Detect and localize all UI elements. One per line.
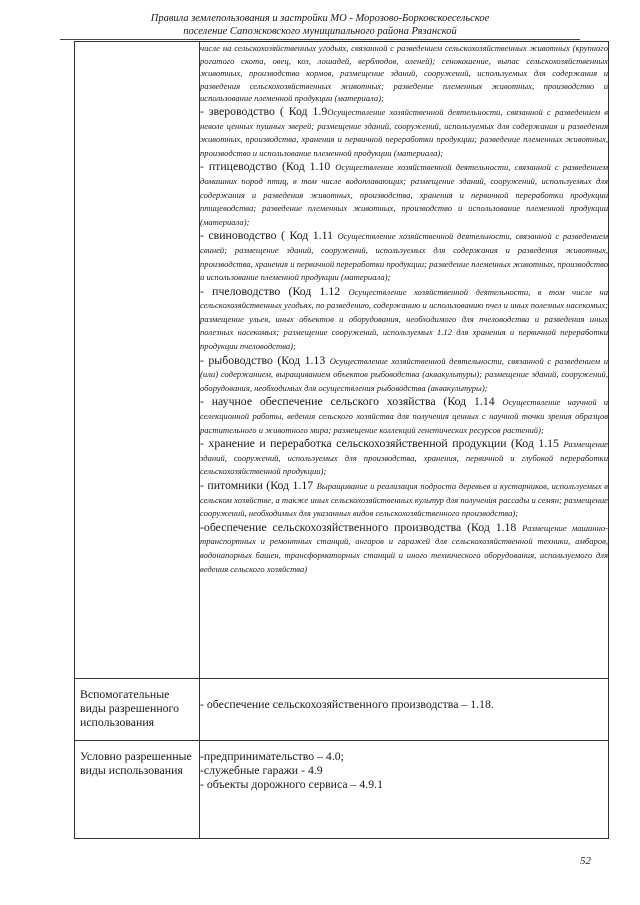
table-row-main-uses (75, 42, 609, 679)
list-item-pchelovodstvo: - пчеловодство (Код 1.12 Осуществление хозяйственной деятельности, в том числе на сельскохозяйственных угодьях, по разведению, содержанию и использованию пчел и иных полезных насекомых; размещение ульев, иных объектов и оборудования, необходимого для пчеловодства и разведения иных полезных насекомых; размещение сооружений, используемых 1.12 для хранения и первичной переработки продукции пчеловодства); (200, 283, 608, 352)
list-item-rybovodstvo: - рыбоводство (Код 1.13 Осуществление хозяйственной деятельности, связанной с разведением и (или) содержанием, выращиванием объектов рыбоводства (аквакультуры); размещение зданий, сооружений, оборудования, необходимых для осуществления рыбоводства (аквакультуры); (200, 352, 608, 393)
list-item-khranenie-pererabotka: - хранение и переработка сельскохозяйственной продукции (Код 1.15 Размещение зданий, сооружений, используемых для производства, хранения, первичной и глубокой переработки сельскохозяйственной продукции); (200, 436, 608, 477)
list-item-nauchnoe-obespechenie: - научное обеспечение сельского хозяйства (Код 1.14 Осуществление научной и селекционной работы, ведения сельского хозяйства для получения ценных с научной точки зрения образцов растительного и животного мира; размещение коллекций генетических ресурсов растений); (200, 394, 608, 435)
list-item-svinovodstvo: - свиноводство ( Код 1.11 Осуществление хозяйственной деятельности, связанной с разведением свиней; размещение зданий, сооружений, используемых для содержания и разведения животных, производства, хранения и первичной переработки продукции; разведение племенных животных, производство и использование племенной продукции (материала); (200, 228, 609, 283)
list-item-pitomniki: - питомники (Код 1.17 Выращивание и реализация подроста деревьев и кустарников, используемых в сельском хозяйстве, а также иных сельскохозяйственных культур для получения рассады и семян; размещение сооружений, необходимых для указанных видов сельскохозяйственного производства); (200, 478, 608, 519)
auxiliary-uses-value-cell (200, 679, 609, 741)
header-line-2: поселение Сапожковского муниципального района Рязанской (183, 26, 457, 37)
list-item-obespechenie-proizvodstva: -обеспечение сельскохозяйственного производства (Код 1.18 Размещение машинно-транспортных и ремонтных станций, ангаров и гаражей для сельскохозяйственной техники, амбаров, водонапорных башен, трансформаторных станций и иного технического оборудования, используемого для ведения сельского хозяйства) (200, 519, 608, 574)
conditional-use-item: -служебные гаражи - 4.9 (200, 763, 323, 777)
list-item-ptitsevodstvo: - птицеводство (Код 1.10 Осуществление хозяйственной деятельности, связанной с разведением домашних пород птиц, в том числе водоплавающих; размещение зданий, сооружений, используемых для содержания и разведения животных, производства, хранения и первичной переработки продукции птицеводства; разведение племенных животных, производство и использование племенной продукции (материала); (200, 159, 608, 227)
intro-paragraph: числе на сельскохозяйственных угодьях, связанной с разведением сельскохозяйственных животных (крупного рогатого скота, овец, коз, лошадей, верблюдов, оленей); сенокошение, выпас сельскохозяйственных животных, производство кормов, размещение зданий, сооружений, используемых для содержания и разведения сельскохозяйственных животных; разведение племенных животных, производство и использование племенной продукции (материала); (200, 43, 608, 104)
conditional-use-item: -предпринимательство – 4.0; (200, 749, 344, 763)
main-uses-label-cell (75, 42, 200, 679)
conditional-uses-value-cell (200, 741, 609, 839)
conditional-use-item: - объекты дорожного сервиса – 4.9.1 (200, 777, 383, 791)
conditional-uses-list (200, 741, 608, 791)
page-number: 52 (580, 855, 591, 867)
page-header (60, 12, 580, 40)
conditional-uses-label: Условно разрешенные виды использования (80, 749, 192, 777)
main-uses-content (200, 42, 608, 576)
auxiliary-uses-label: Вспомогательные виды разрешенного использования (80, 687, 179, 729)
auxiliary-uses-value: - обеспечение сельскохозяйственного производства – 1.18. (200, 697, 494, 711)
land-use-table (74, 41, 609, 839)
table-row-conditional-uses (75, 741, 609, 839)
main-uses-content-cell (200, 42, 609, 679)
list-item-zverovodstvo: - звероводство ( Код 1.9Осуществление хозяйственной деятельности, связанной с разведением в неволе ценных пушных зверей; размещение зданий, сооружений, используемых для содержания и разведения животных, производства, хранения и первичной переработки продукции; разведение племенных животных, производство и использование племенной продукции (материала); (200, 103, 609, 158)
header-line-1: Правила землепользования и застройки МО - Морозово-Борковскоесельское (150, 13, 490, 24)
conditional-uses-label-cell (75, 741, 200, 839)
table-row-auxiliary-uses (75, 679, 609, 741)
auxiliary-uses-label-cell (75, 679, 200, 741)
